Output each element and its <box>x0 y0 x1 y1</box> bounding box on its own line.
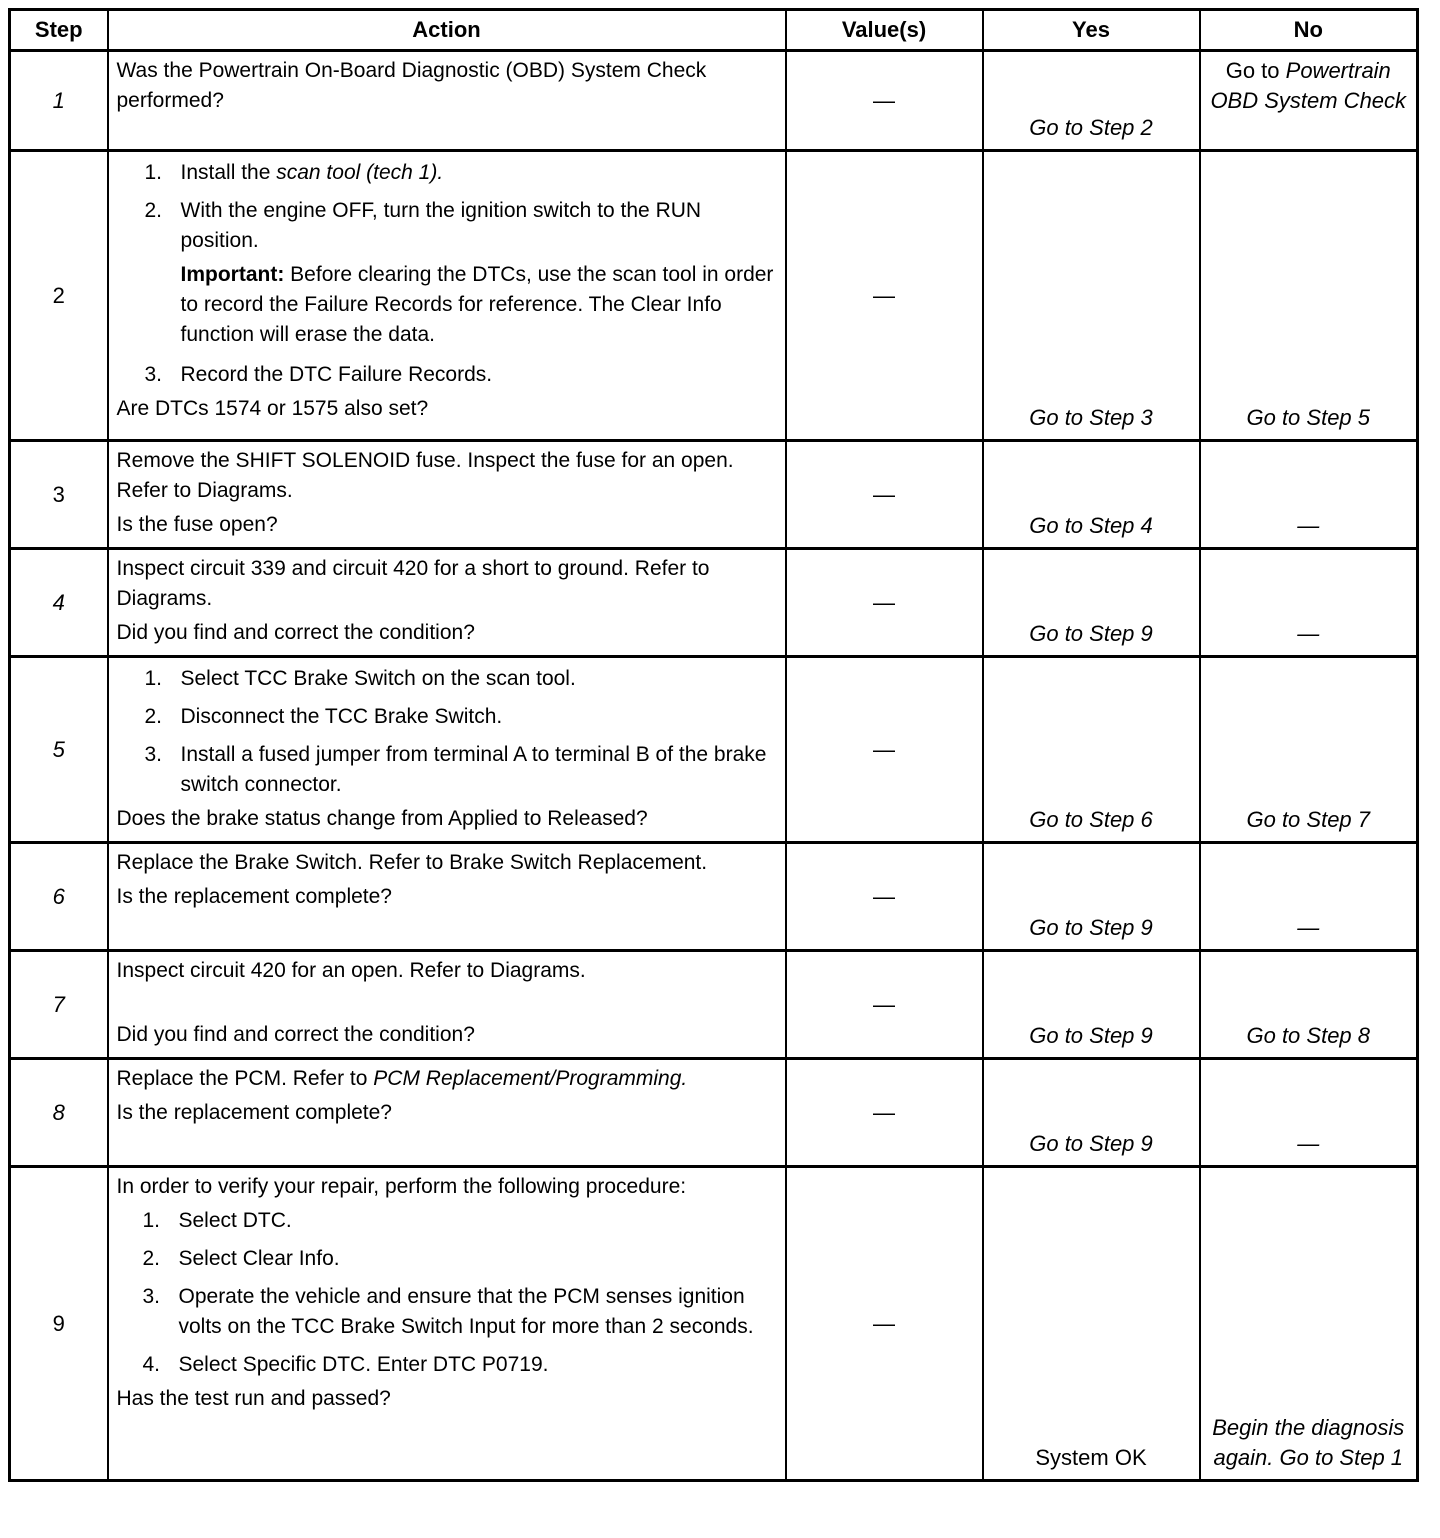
action-question: Is the fuse open? <box>116 513 278 536</box>
no-cell <box>1200 51 1418 151</box>
value-cell: — <box>786 441 983 549</box>
no-cell: — <box>1200 843 1418 951</box>
no-cell: — <box>1200 441 1418 549</box>
step-number: 5 <box>10 657 108 843</box>
action-text: Was the Powertrain On-Board Diagnostic (OBD) System Check performed? <box>116 59 707 112</box>
step-row-9 <box>10 1167 1418 1481</box>
header-step: Step <box>10 10 108 51</box>
substep-list <box>117 664 781 800</box>
reference-link: PCM Replacement/Programming. <box>373 1067 688 1090</box>
step-number: 7 <box>10 951 108 1059</box>
substep: 1. Select TCC Brake Switch on the scan tool. <box>144 667 576 690</box>
substep-list <box>117 1206 781 1380</box>
step-number: 3 <box>10 441 108 549</box>
value-cell: — <box>786 51 983 151</box>
no-cell: Go to Step 8 <box>1200 951 1418 1059</box>
yes-cell: System OK <box>983 1167 1200 1481</box>
step-row-7 <box>10 951 1418 1059</box>
step-number: 2 <box>10 151 108 441</box>
action-question: Has the test run and passed? <box>116 1387 391 1410</box>
diagnostic-table <box>8 8 1419 1482</box>
substep: 3. Record the DTC Failure Records. <box>144 363 493 386</box>
substep-list <box>117 158 781 390</box>
action-text: Replace the Brake Switch. Refer to Brake Switch Replacement. <box>116 851 708 874</box>
no-cell: Go to Step 7 <box>1200 657 1418 843</box>
action-text: Replace the PCM. Refer to PCM Replacement/Programming. <box>116 1067 688 1090</box>
no-cell: — <box>1200 549 1418 657</box>
yes-cell: Go to Step 2 <box>983 51 1200 151</box>
action-text: In order to verify your repair, perform the following procedure: <box>116 1175 687 1198</box>
substep: 2. Select Clear Info. <box>142 1247 340 1270</box>
substep: 4. Select Specific DTC. Enter DTC P0719. <box>142 1353 549 1376</box>
action-question: Is the replacement complete? <box>116 1101 392 1124</box>
yes-cell: Go to Step 9 <box>983 951 1200 1059</box>
action-text: Inspect circuit 420 for an open. Refer to Diagrams. <box>116 959 586 982</box>
no-cell: Begin the diagnosis again. Go to Step 1 <box>1200 1167 1418 1481</box>
substep: 2. Disconnect the TCC Brake Switch. <box>144 705 503 728</box>
yes-cell: Go to Step 9 <box>983 549 1200 657</box>
action-question: Does the brake status change from Applied to Released? <box>116 807 648 830</box>
action-cell <box>108 1059 786 1167</box>
header-row <box>10 10 1418 51</box>
action-cell <box>108 151 786 441</box>
step-number: 6 <box>10 843 108 951</box>
step-row-1 <box>10 51 1418 151</box>
step-row-3 <box>10 441 1418 549</box>
step-number: 9 <box>10 1167 108 1481</box>
yes-cell: Go to Step 6 <box>983 657 1200 843</box>
step-row-4 <box>10 549 1418 657</box>
value-cell: — <box>786 549 983 657</box>
substep: 2. With the engine OFF, turn the ignition switch to the RUN position. Important: Before clearing the DTCs, use the scan tool in order to record the Failure Records for reference. The Clear Info function will erase the data. <box>181 196 781 350</box>
value-cell: — <box>786 151 983 441</box>
action-cell <box>108 951 786 1059</box>
yes-cell: Go to Step 9 <box>983 1059 1200 1167</box>
yes-cell: Go to Step 9 <box>983 843 1200 951</box>
action-question: Are DTCs 1574 or 1575 also set? <box>116 397 429 420</box>
value-cell: — <box>786 1167 983 1481</box>
no-cell: — <box>1200 1059 1418 1167</box>
header-yes: Yes <box>983 10 1200 51</box>
action-text: Inspect circuit 339 and circuit 420 for a short to ground. Refer to Diagrams. <box>116 557 710 610</box>
action-question: Is the replacement complete? <box>116 885 392 908</box>
action-cell <box>108 549 786 657</box>
substep: 3. Install a fused jumper from terminal A to terminal B of the brake switch connector. <box>144 743 767 796</box>
value-cell: — <box>786 843 983 951</box>
header-no: No <box>1200 10 1418 51</box>
step-number: 8 <box>10 1059 108 1167</box>
no-cell: Go to Step 5 <box>1200 151 1418 441</box>
substep: 1. Select DTC. <box>142 1209 292 1232</box>
yes-cell: Go to Step 3 <box>983 151 1200 441</box>
substep: 1. Install the scan tool (tech 1). <box>144 161 444 184</box>
no-prefix: Go to <box>1225 58 1280 83</box>
no-link: Powertrain OBD System Check <box>1210 58 1407 113</box>
action-cell <box>108 843 786 951</box>
value-cell: — <box>786 657 983 843</box>
step-row-6 <box>10 843 1418 951</box>
important-note: Important: Before clearing the DTCs, use the scan tool in order to record the Failure Records for reference. The Clear Info function will erase the data. <box>180 263 774 346</box>
value-cell: — <box>786 951 983 1059</box>
action-cell <box>108 657 786 843</box>
header-action: Action <box>108 10 786 51</box>
action-question: Did you find and correct the condition? <box>116 1023 475 1046</box>
action-question: Did you find and correct the condition? <box>116 621 475 644</box>
step-row-5 <box>10 657 1418 843</box>
header-values: Value(s) <box>786 10 983 51</box>
action-cell <box>108 441 786 549</box>
substep: 3. Operate the vehicle and ensure that the PCM senses ignition volts on the TCC Brake Switch Input for more than 2 seconds. <box>142 1285 754 1338</box>
action-text: Remove the SHIFT SOLENOID fuse. Inspect the fuse for an open. Refer to Diagrams. <box>116 449 734 502</box>
step-number: 1 <box>10 51 108 151</box>
value-cell: — <box>786 1059 983 1167</box>
step-row-2 <box>10 151 1418 441</box>
yes-cell: Go to Step 4 <box>983 441 1200 549</box>
action-cell <box>108 1167 786 1481</box>
step-row-8 <box>10 1059 1418 1167</box>
step-number: 4 <box>10 549 108 657</box>
action-cell <box>108 51 786 151</box>
